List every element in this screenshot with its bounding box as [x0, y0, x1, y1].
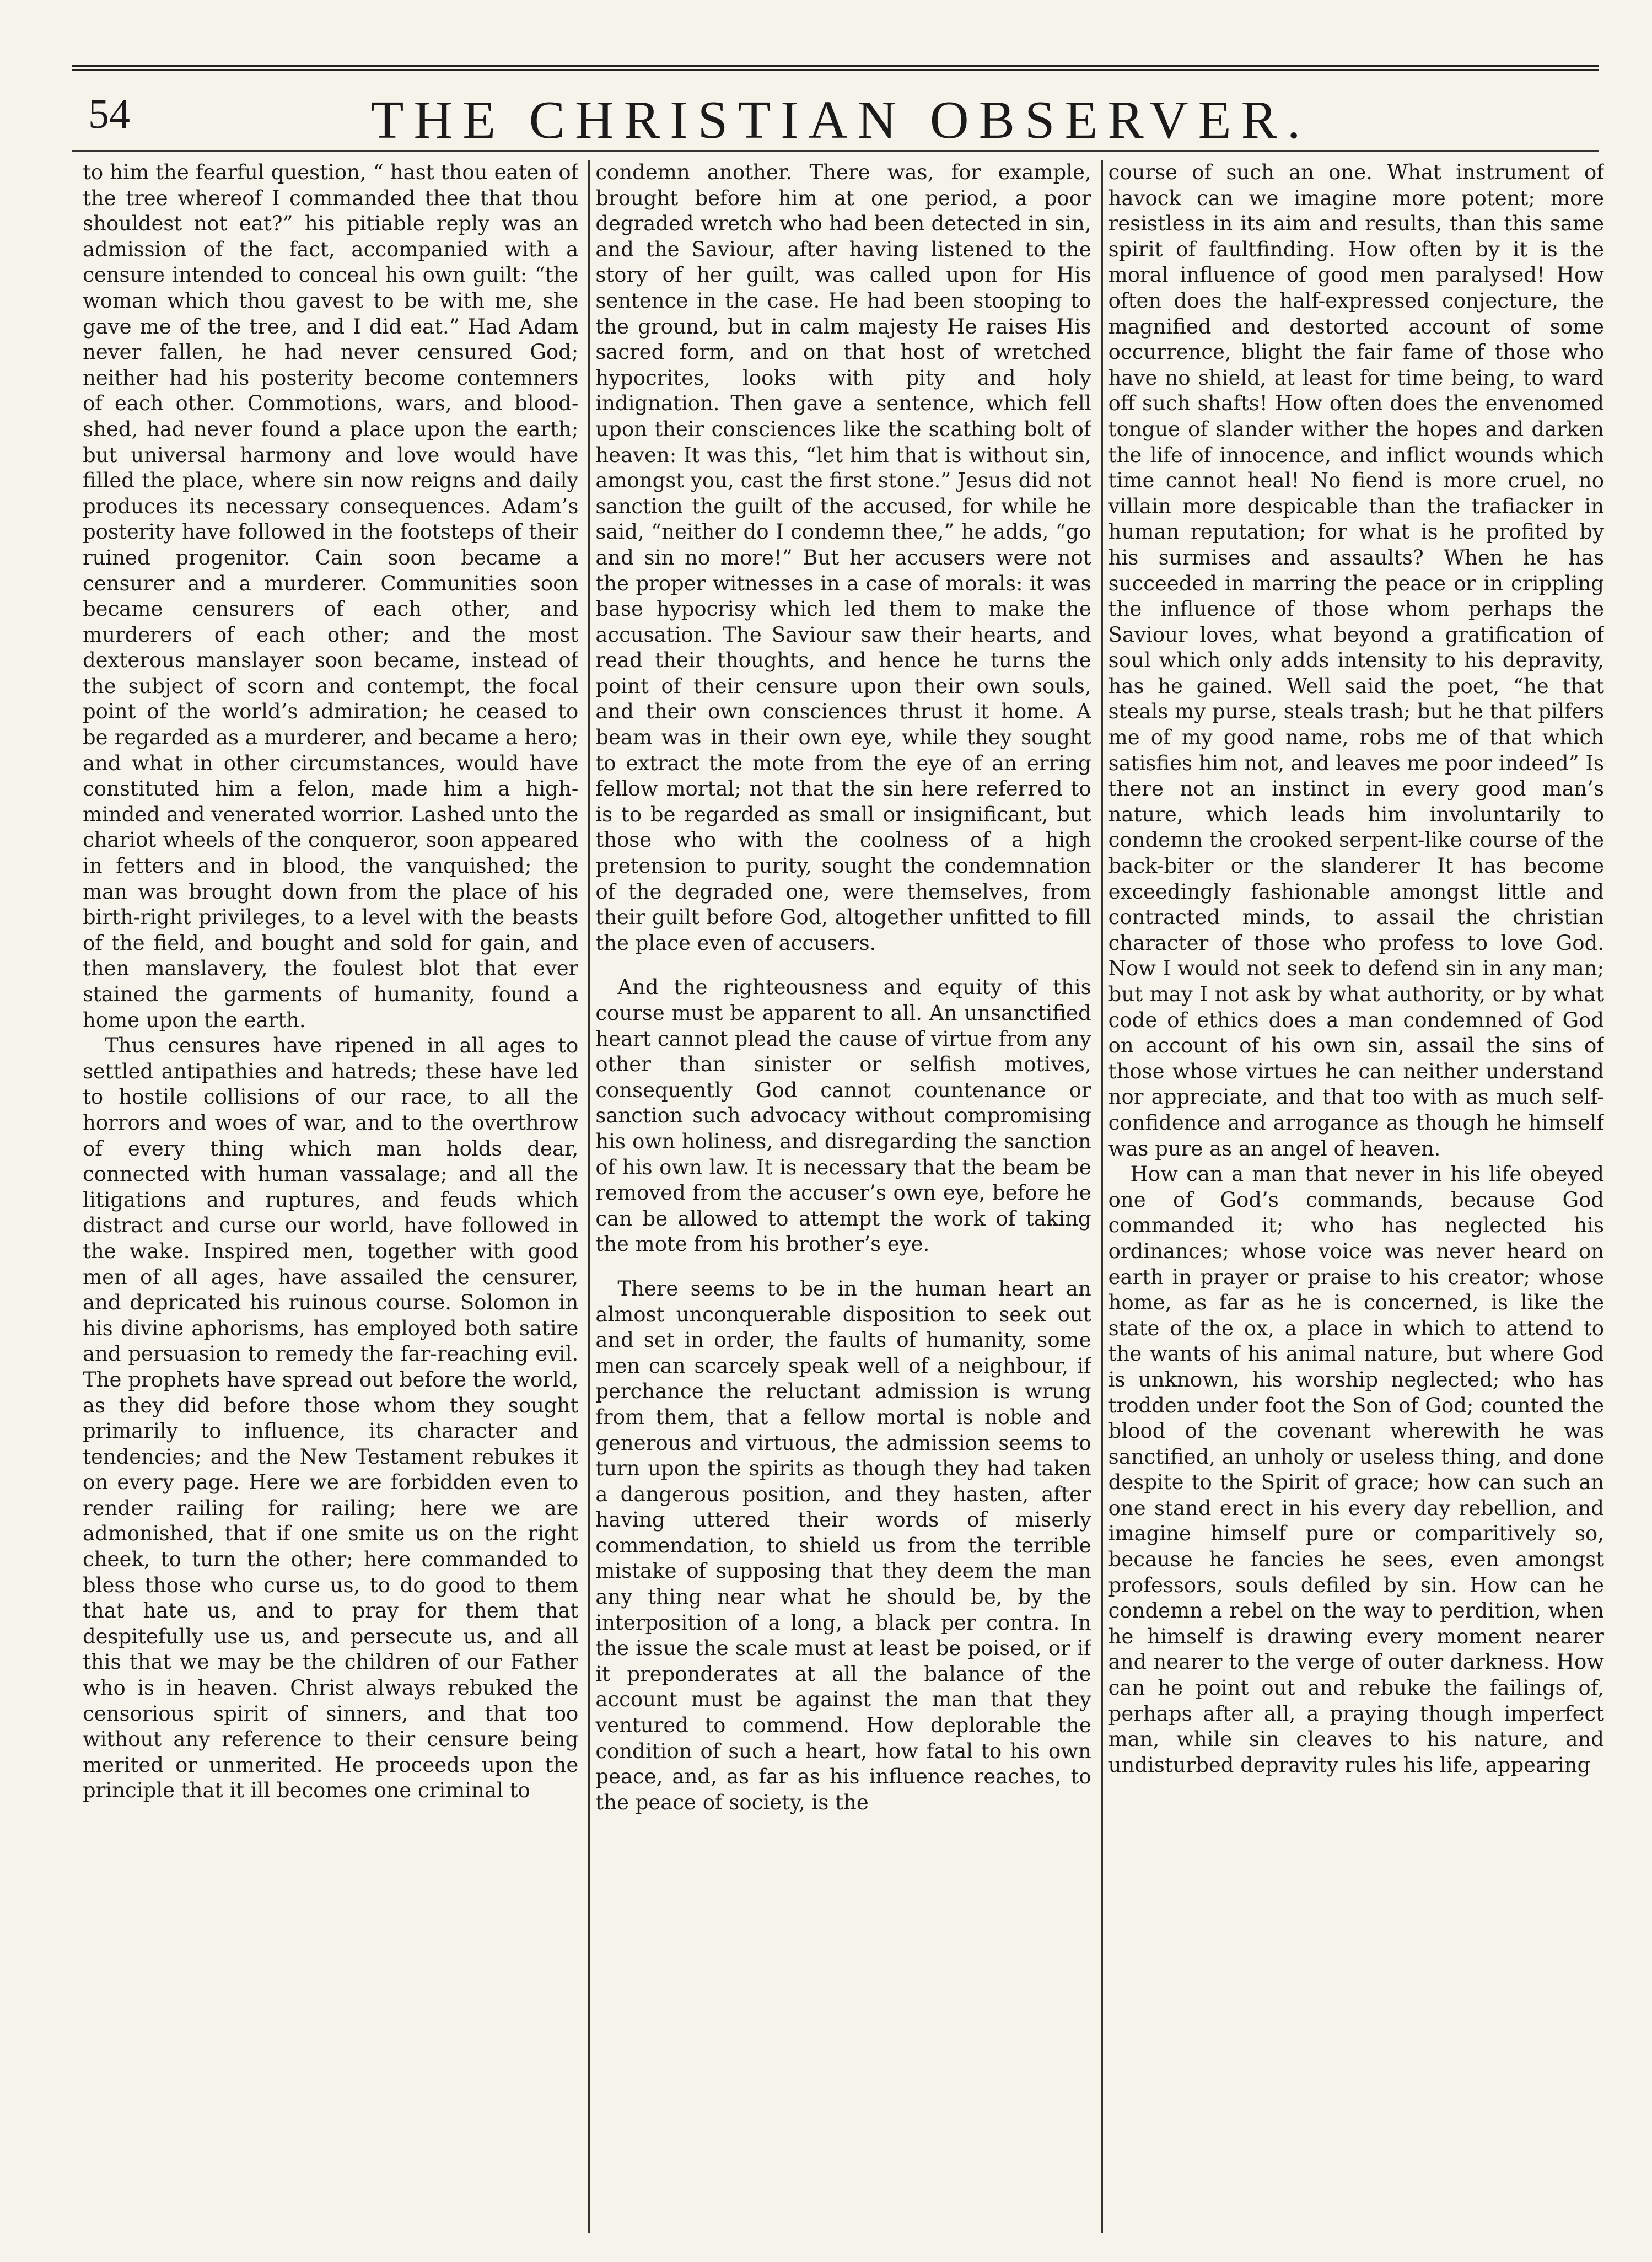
- paragraph: How can a man that never in his life obeyed one of God’s commands, because God commanded it; who has neglected his ordinances; whose voice was never heard on earth in prayer or praise to his creator; whose home, as far as he is concerned, is like the state of the ox, a place in which to attend to the wants of his animal nature, but where God is unknown, his worship neglected; who has trodden under foot the Son of God; counted the blood of the covenant wherewith he was sanctified, an unholy or useless thing, and done despite to the Spirit of grace; how can such an one stand erect in his every day rebellion, and imagine himself pure or comparitively so, because he fancies he sees, even amongst professors, souls defiled by sin. How can he condemn a rebel on the way to perdition, when he himself is drawing every moment nearer and nearer to the verge of outer darkness. How can he point out and rebuke the failings of, perhaps after all, a praying though imperfect man, while sin cleaves to his nature, and undisturbed depravity rules his life, appearing: [1108, 1162, 1604, 1777]
- paragraph: Thus censures have ripened in all ages to settled antipathies and hatreds; these have led to hostile collisions of our race, to all the horrors and woes of war, and to the overthrow of every thing which man holds dear, connected with human vassalage; and all the litigations and ruptures, and feuds which distract and curse our world, have followed in the wake. Inspired men, together with good men of all ages, have assailed the censurer, and depricated his ruinous course. Solomon in his divine aphorisms, has employed both satire and persuasion to remedy the far-reaching evil. The prophets have spread out before the world, as they did before those whom they sought primarily to influence, its character and tendencies; and the New Testament rebukes it on every page. Here we are forbidden even to render railing for railing; here we are admonished, that if one smite us on the right cheek, to turn the other; here commanded to bless those who curse us, to do good to them that hate us, and to pray for them that despitefully use us, and persecute us, and all this that we may be the children of our Father who is in heaven. Christ always rebuked the censorious spirit of sinners, and that too without any reference to their censure being merited or unmerited. He proceeds upon the principle that it ill becomes one criminal to: [83, 1034, 579, 1803]
- column-1: [83, 160, 578, 2233]
- top-double-rule: [72, 65, 1599, 71]
- publication-title: THE CHRISTIAN OBSERVER.: [370, 90, 1311, 150]
- paragraph: There seems to be in the human heart an almost unconquerable disposition to seek out and set in order, the faults of humanity, some men can scarcely speak well of a neighbour, if perchance the reluctant admission is wrung from them, that a fellow mortal is noble and generous and virtuous, the admission seems to turn upon the spirits as though they had taken a dangerous position, and they hasten, after having uttered their words of miserly commendation, to shield us from the terrible mistake of supposing that they deem the man any thing near what he should be, by the interposition of a long, a black per contra. In the issue the scale must at least be poised, or if it preponderates at all the balance of the account must be against the man that they ventured to commend. How deplorable the condition of such a heart, how fatal to his own peace, and, as far as his influence reaches, to the peace of society, is the: [595, 1276, 1091, 1814]
- header-rule: [72, 150, 1599, 152]
- paragraph: to him the fearful question, “ hast thou eaten of the tree whereof I commanded thee that thou shouldest not eat?” his pitiable reply was an admission of the fact, accompanied with a censure intended to conceal his own guilt: “the woman which thou gavest to be with me, she gave me of the tree, and I did eat.” Had Adam never fallen, he had never censured God; neither had his posterity become contemners of each other. Commotions, wars, and blood-shed, had never found a place upon the earth; but universal harmony and love would have filled the place, where sin now reigns and daily produces its necessary consequences. Adam’s posterity have followed in the footsteps of their ruined progenitor. Cain soon became a censurer and a murderer. Communities soon became censurers of each other, and murderers of each other; and the most dexterous manslayer soon became, instead of the subject of scorn and contempt, the focal point of the world’s admiration; he ceased to be regarded as a murderer, and became a hero; and what in other circumstances, would have constituted him a felon, made him a high-minded and venerated worrior. Lashed unto the chariot wheels of the conqueror, soon appeared in fetters and in blood, the vanquished; the man was brought down from the place of his birth-right privileges, to a level with the beasts of the field, and bought and sold for gain, and then manslavery, the foulest blot that ever stained the garments of humanity, found a home upon the earth.: [83, 160, 579, 1032]
- column-2: [588, 160, 1091, 2233]
- column-3: [1101, 160, 1604, 2233]
- page-number: 54: [88, 91, 130, 137]
- paragraph: course of such an one. What instrument of havock can we imagine more potent; more resistless in its aim and results, than this same spirit of faultfinding. How often by it is the moral influence of good men paralysed! How often does the half-expressed conjecture, the magnified and destorted account of some occurrence, blight the fair fame of those who have no shield, at least for time being, to ward off such shafts! How often does the envenomed tongue of slander wither the hopes and darken the life of innocence, and inflict wounds which time cannot heal! No fiend is more cruel, no villain more despicable than the trafiacker in human reputation; for what is he profited by his surmises and assaults? When he has succeeded in marring the peace or in crippling the influence of those whom perhaps the Saviour loves, what beyond a gratification of soul which only adds intensity to his depravity, has he gained. Well said the poet, “he that steals my purse, steals trash; but he that pilfers me of my good name, robs me of that which satisfies him not, and leaves me poor indeed” Is there not an instinct in every good man’s nature, which leads him involuntarily to condemn the crooked serpent-like course of the back-biter or the slanderer It has become exceedingly fashionable amongst little and contracted minds, to assail the christian character of those who profess to love God. Now I would not seek to defend sin in any man; but may I not ask by what authority, or by what code of ethics does a man condemned of God on account of his own sin, assail the sins of those whose virtues he can neither understand nor appreciate, and that too with as much self-confidence and arrogance as though he himself was pure as an angel of heaven.: [1108, 160, 1604, 1160]
- paragraph: And the righteousness and equity of this course must be apparent to all. An unsanctified heart cannot plead the cause of virtue from any other than sinister or selfish motives, consequently God cannot countenance or sanction such advocacy without compromising his own holiness, and disregarding the sanction of his own law. It is necessary that the beam be removed from the accuser’s own eye, before he can be allowed to attempt the work of taking the mote from his brother’s eye.: [595, 975, 1091, 1256]
- paragraph: condemn another. There was, for example, brought before him at one period, a poor degraded wretch who had been detected in sin, and the Saviour, after having listened to the story of her guilt, was called upon for His sentence in the case. He had been stooping to the ground, but in calm majesty He raises His sacred form, and on that host of wretched hypocrites, looks with pity and holy indignation. Then gave a sentence, which fell upon their consciences like the scathing bolt of heaven: It was this, “let him that is without sin, amongst you, cast the first stone.” Jesus did not sanction the guilt of the accused, for while he said, “neither do I condemn thee,” he adds, “go and sin no more!” But her accusers were not the proper witnesses in a case of morals: it was base hypocrisy which led them to make the accusation. The Saviour saw their hearts, and read their thoughts, and hence he turns the point of their censure upon their own souls, and their own consciences thrust it home. A beam was in their own eye, while they sought to extract the mote from the eye of an erring fellow mortal; not that the sin here referred to is to be regarded as small or insignificant, but those who with the coolness of a high pretension to purity, sought the condemnation of the degraded one, were themselves, from their guilt before God, altogether unfitted to fill the place even of accusers.: [595, 160, 1091, 955]
- article-columns: [83, 160, 1604, 2233]
- masthead: [83, 87, 1599, 153]
